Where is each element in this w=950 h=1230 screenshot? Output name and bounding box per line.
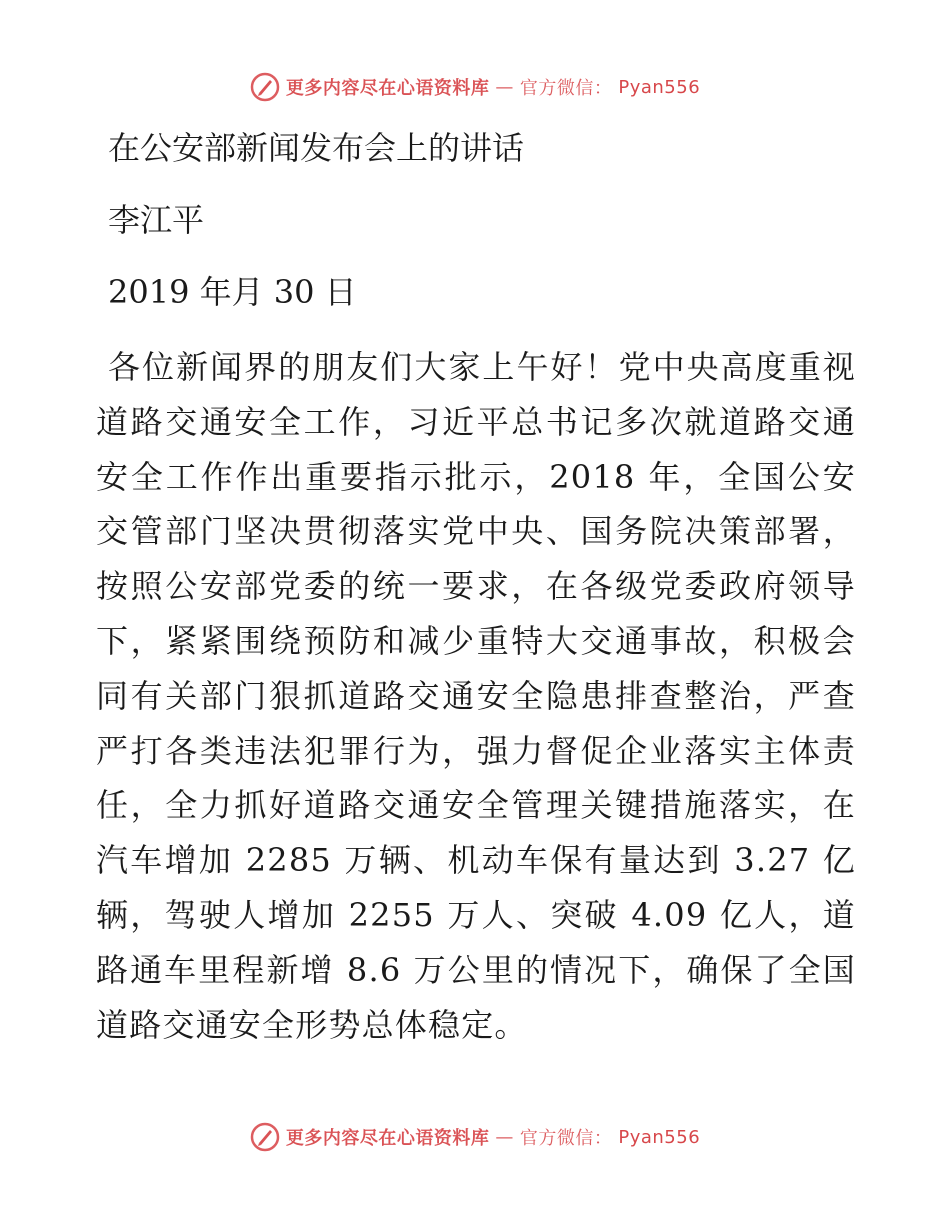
watermark-handle: Pyan556 [618, 1126, 701, 1148]
watermark-separator: — [495, 1126, 514, 1148]
document-title: 在公安部新闻发布会上的讲话 [108, 129, 525, 167]
watermark-official-label: 官方微信： [519, 78, 613, 99]
quill-pen-icon [250, 72, 280, 102]
watermark-main-text: 更多内容尽在心语资料库 [285, 78, 490, 99]
header-watermark [0, 72, 950, 102]
document-paragraph: 各位新闻界的朋友们大家上午好！党中央高度重视道路交通安全工作，习近平总书记多次就道路交通安全工作作出重要指示批示，2018 年，全国公安交管部门坚决贯彻落实党中央、国务院决策部署，按照公安部党委的统一要求，在各级党委政府领导下，紧紧围绕预防和减少重特大交通事故，积极会同有关部门狠抓道路交通安全隐患排查整治，严查严打各类违法犯罪行为，强力督促企业落实主体责任，全力抓好道路交通安全管理关键措施落实，在汽车增加 2285 万辆、机动车保有量达到 3.27 亿辆，驾驶人增加 2255 万人、突破 4.09 亿人，道路通车里程新增 8.6 万公里的情况下，确保了全国道路交通安全形势总体稳定。 [96, 348, 856, 1044]
watermark-official-label: 官方微信： [519, 1128, 613, 1149]
watermark-main-text: 更多内容尽在心语资料库 [285, 1128, 490, 1149]
watermark-separator: — [495, 76, 514, 98]
footer-watermark [0, 1122, 950, 1152]
quill-pen-icon [250, 1122, 280, 1152]
document-body [96, 124, 856, 1052]
watermark-handle: Pyan556 [618, 76, 701, 98]
document-date: 2019 年月 30 日 [108, 273, 357, 311]
document-author: 李江平 [108, 201, 205, 239]
